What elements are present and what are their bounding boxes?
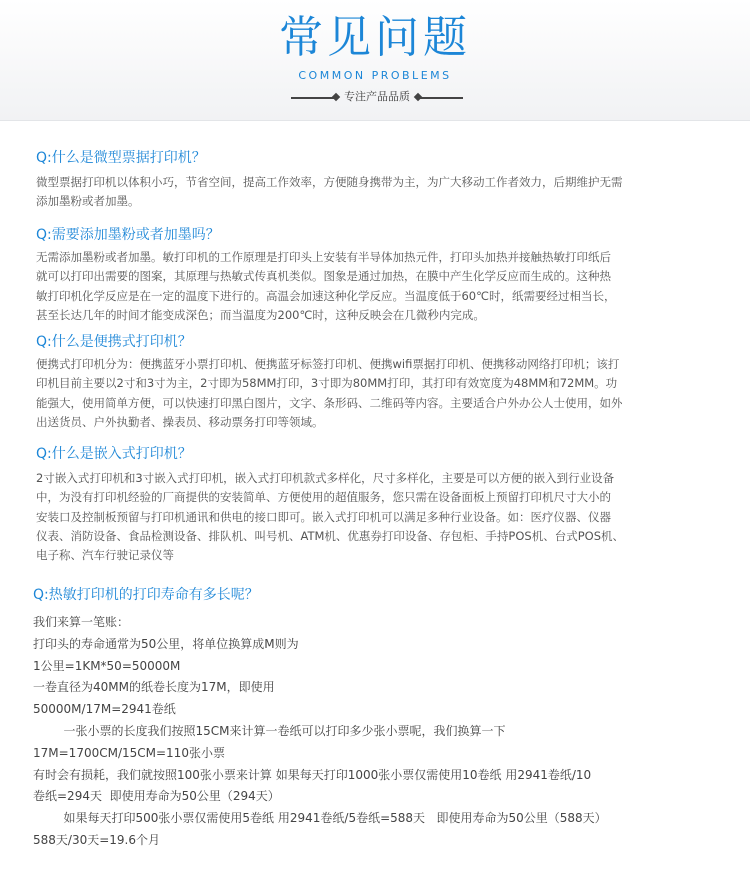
tagline-text: 专注产品品质	[344, 90, 410, 103]
diamond-icon	[332, 93, 340, 101]
answer-line: 卷纸=294天 即使用寿命为50公里（294天）	[33, 789, 280, 804]
answer-line: 2寸嵌入式打印机和3寸嵌入式打印机，嵌入式打印机款式多样化，尺寸多样化，主要是可以方便的嵌入到行业设备	[36, 471, 615, 485]
faq-question: Q:什么是微型票据打印机？	[36, 150, 206, 166]
answer-line: 微型票据打印机以体积小巧，节省空间，提高工作效率，方便随身携带为主，为广大移动工作者效力，后期维护无需	[36, 175, 623, 189]
page-title: 常见问题	[279, 12, 471, 63]
answer-line: 我们来算一笔账：	[33, 615, 130, 629]
faq-answer	[36, 173, 623, 212]
answer-line: 就可以打印出需要的图案，其原理与热敏式传真机类似。图象是通过加热，在膜中产生化学反应而生成的。这种热	[36, 269, 611, 284]
page-subtitle: COMMON PROBLEMS	[298, 69, 452, 82]
answer-line: 无需添加墨粉或者加墨。敏打印机的工作原理是打印头上安装有半导体加热元件，打印头加热并接触热敏打印纸后	[36, 250, 611, 264]
answer-line: 1公里=1KM*50=50000M	[33, 658, 181, 673]
answer-line: 甚至长达几年的时间才能变成深色；而当温度为200℃时，这种反映会在几微秒内完成。	[36, 307, 485, 322]
answer-line: 如果每天打印500张小票仅需使用5卷纸 用2941卷纸/5卷纸=588天 即使用寿命为50公里（588天）	[33, 811, 607, 826]
faq-answer	[36, 469, 624, 565]
page-header	[0, 0, 750, 121]
answer-line: 便携式打印机分为：便携蓝牙小票打印机、便携蓝牙标签打印机、便携wifi票据打印机、便携移动网络打印机；该打	[36, 357, 620, 371]
divider-right	[417, 97, 463, 99]
answer-line: 印机目前主要以2寸和3寸为主，2寸即为58MM打印，3寸即为80MM打印，其打印有效宽度为48MM和72MM。功	[36, 376, 618, 391]
faq-question: Q:热敏打印机的打印寿命有多长呢？	[33, 587, 259, 603]
divider-left	[291, 97, 337, 99]
answer-line: 588天/30天=19.6个月	[33, 832, 160, 847]
faq-question: Q:什么是嵌入式打印机？	[36, 446, 192, 462]
answer-line: 安装口及控制板预留与打印机通讯和供电的接口即可。嵌入式打印机可以满足多种行业设备。如：医疗仪器、仪器	[36, 509, 611, 524]
answer-line: 有时会有损耗，我们就按照100张小票来计算 如果每天打印1000张小票仅需使用10卷纸 用2941卷纸/10	[33, 767, 592, 782]
faq-question: Q:需要添加墨粉或者加墨吗？	[36, 227, 220, 243]
answer-line: 50000M/17M=2941卷纸	[33, 702, 176, 717]
answer-line: 电子称、汽车行驶记录仪等	[36, 548, 174, 563]
answer-line: 能强大，使用简单方便，可以快速打印黑白图片，文字、条形码、二维码等内容。主要适合户外办公人士使用，如外	[36, 395, 623, 410]
faq-answer	[36, 248, 616, 325]
answer-line: 敏打印机化学反应是在一定的温度下进行的。高温会加速这种化学反应。当温度低于60℃时，纸需要经过相当长，	[36, 288, 616, 303]
answer-line: 中，为没有打印机经验的厂商提供的安装简单、方便使用的超值服务，您只需在设备面板上预留打印机尺寸大小的	[36, 490, 611, 505]
answer-line: 一张小票的长度我们按照15CM来计算一卷纸可以打印多少张小票呢，我们换算一下	[33, 723, 506, 738]
tagline	[291, 89, 463, 105]
answer-line: 打印头的寿命通常为50公里，将单位换算成M则为	[33, 636, 299, 651]
answer-line: 17M=1700CM/15CM=110张小票	[33, 745, 225, 760]
faq-answer	[33, 612, 607, 852]
answer-line: 添加墨粉或者加墨。	[36, 194, 140, 209]
answer-line: 仪表、消防设备、食品检测设备、排队机、叫号机、ATM机、优惠券打印设备、存包柜、手持POS机、台式POS机、	[36, 528, 624, 543]
answer-line: 出送货员、户外执勤者、操表员、移动票务打印等领域。	[36, 414, 324, 429]
faq-question: Q:什么是便携式打印机？	[36, 334, 192, 350]
answer-line: 一卷直径为40MM的纸卷长度为17M，即使用	[33, 680, 275, 695]
faq-answer	[36, 355, 623, 432]
